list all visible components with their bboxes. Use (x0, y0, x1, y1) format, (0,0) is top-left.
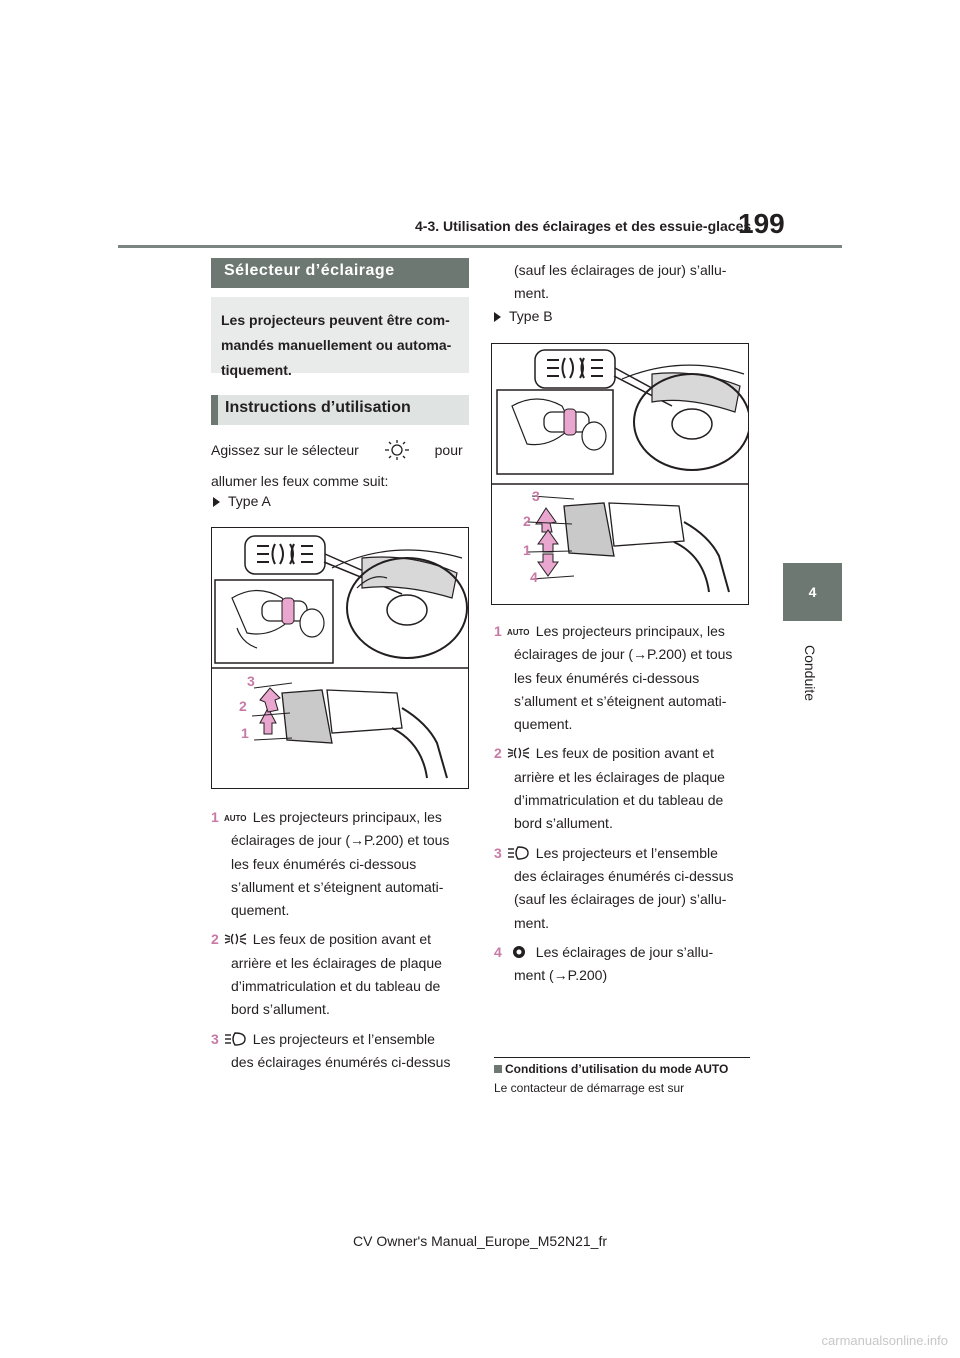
item-number: 2 (494, 745, 502, 762)
item-line: ment. (514, 914, 550, 931)
type-b-label-text: Type B (509, 308, 553, 324)
note-title-text: Conditions d’utilisation du mode AUTO (505, 1062, 729, 1076)
type-b-list (494, 620, 756, 987)
item-line: des éclairages énumérés ci-dessus (514, 867, 734, 884)
item-line: bord s’allument. (514, 815, 613, 832)
intro-line: Les projecteurs peuvent être com- (221, 312, 450, 328)
item-line: les feux énumérés ci-dessous (514, 669, 700, 686)
item-line: éclairages de jour (→P.200) et tous (514, 646, 733, 663)
type-a-label (213, 493, 271, 509)
type-b-item-3 (494, 842, 756, 935)
chapter-label (770, 628, 850, 718)
item-number: 1 (494, 623, 502, 639)
section-title-bar (211, 258, 469, 288)
type-b-item-1 (494, 620, 756, 736)
item-line: Les projecteurs principaux, les (535, 623, 725, 639)
off-icon (506, 945, 532, 959)
auto-icon-label: AUTO (506, 628, 530, 637)
callout-b-3: 3 (532, 488, 540, 504)
item-line: quement. (231, 902, 290, 919)
type-b-item-4 (494, 941, 756, 988)
callout-a-2: 2 (239, 698, 247, 714)
auto-icon-label: AUTO (223, 814, 247, 823)
headlight-icon (506, 846, 532, 860)
intro-line: tiquement. (221, 362, 292, 378)
header-rule (118, 245, 842, 248)
type-a-continued (494, 259, 756, 306)
item-line: ment. (514, 285, 550, 302)
item-line: s’allument et s’éteignent automati- (231, 878, 444, 895)
type-b-label (494, 308, 553, 324)
running-header: 4-3. Utilisation des éclairages et des essuie-glaces (415, 218, 752, 234)
item-number: 4 (494, 943, 502, 960)
type-a-item-1 (211, 806, 473, 922)
item-line: (sauf les éclairages de jour) s’allu- (514, 891, 727, 908)
figure-type-b-illustration (492, 344, 748, 604)
item-line: (sauf les éclairages de jour) s’allu- (514, 262, 727, 278)
chapter-label-text: Conduite (802, 644, 818, 702)
triangle-bullet-icon (494, 312, 501, 322)
item-number: 1 (211, 809, 219, 825)
callout-a-3: 3 (247, 673, 255, 689)
headlight-icon (223, 1032, 249, 1046)
auto-icon (223, 810, 249, 824)
note-text: Le contacteur de démarrage est sur (494, 1081, 685, 1095)
item-line: bord s’allument. (231, 1001, 330, 1018)
triangle-bullet-icon (213, 497, 220, 507)
section-title: Sélecteur d’éclairage (224, 262, 395, 279)
watermark: carmanualsonline.info (821, 1333, 948, 1348)
figure-type-a-illustration (212, 528, 468, 788)
instructions-title-bar (211, 395, 469, 425)
callout-a-1: 1 (241, 725, 249, 741)
note-rule (494, 1057, 750, 1058)
item-line: Les projecteurs principaux, les (252, 809, 442, 825)
square-bullet-icon (494, 1065, 502, 1073)
item-line: Les feux de position avant et (535, 745, 715, 762)
callout-b-4: 4 (530, 569, 538, 585)
item-line: s’allument et s’éteignent automati- (514, 692, 727, 709)
callout-b-2: 2 (523, 513, 531, 529)
item-line: ment (→P.200) (514, 967, 608, 984)
position-lamp-icon (506, 746, 532, 760)
footer: CV Owner's Manual_Europe_M52N21_fr (352, 1233, 608, 1249)
intro-line: mandés manuellement ou automa- (221, 337, 452, 353)
note-title (494, 1062, 728, 1076)
type-a-list (211, 806, 473, 1074)
item-line: Les projecteurs et l’ensemble (252, 1030, 435, 1047)
instructions-line1-before: Agissez sur le sélecteur (211, 442, 359, 458)
item-line: quement. (514, 716, 573, 733)
item-line: éclairages de jour (→P.200) et tous (231, 832, 450, 849)
type-a-label-text: Type A (228, 493, 271, 509)
item-line: Les projecteurs et l’ensemble (535, 844, 718, 861)
item-line: les feux énumérés ci-dessous (231, 855, 417, 872)
type-b-item-2 (494, 742, 756, 835)
item-number: 3 (211, 1030, 219, 1047)
item-line: d’immatriculation et du tableau de (231, 978, 441, 995)
item-line: Les feux de position avant et (252, 931, 432, 948)
page-number: 199 (738, 208, 785, 239)
figure-type-a (211, 527, 469, 789)
instructions-title: Instructions d’utilisation (225, 399, 411, 416)
light-switch-icon (377, 439, 417, 461)
instructions-line1-after: pour (434, 442, 463, 458)
item-line: Les éclairages de jour s’allu- (535, 943, 714, 960)
item-line: d’immatriculation et du tableau de (514, 792, 724, 809)
type-a-item-2 (211, 928, 473, 1021)
intro-box (211, 297, 469, 378)
type-a-item-3 (211, 1028, 473, 1075)
item-line: arrière et les éclairages de plaque (231, 954, 442, 971)
instructions-line2: allumer les feux comme suit: (211, 473, 389, 489)
item-line: des éclairages énumérés ci-dessus (231, 1053, 451, 1070)
item-line: arrière et les éclairages de plaque (514, 768, 725, 785)
chapter-tab: 4 (783, 563, 842, 621)
position-lamp-icon (223, 932, 249, 946)
item-number: 3 (494, 844, 502, 861)
figure-type-b (491, 343, 749, 605)
instructions-text (211, 438, 471, 493)
auto-icon (506, 624, 532, 638)
item-number: 2 (211, 931, 219, 948)
callout-b-1: 1 (523, 542, 531, 558)
